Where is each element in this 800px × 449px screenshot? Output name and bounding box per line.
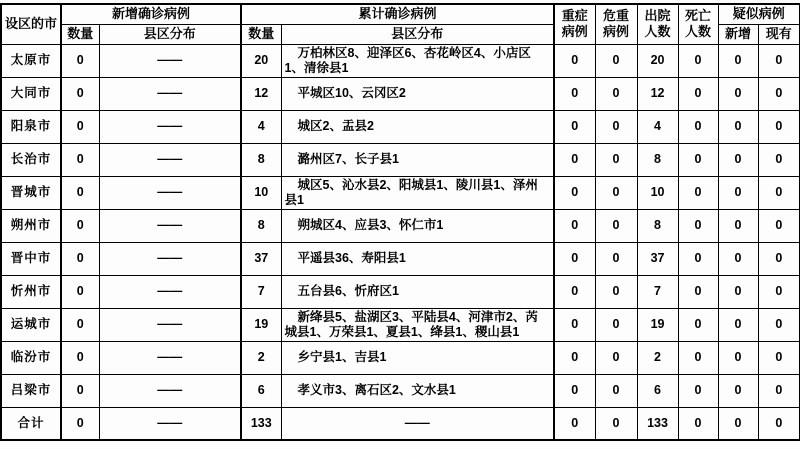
deaths-cell: 0 bbox=[678, 341, 718, 374]
cum-count-cell: 8 bbox=[241, 209, 281, 242]
city-cell: 晋中市 bbox=[1, 242, 61, 275]
new-dist-cell: —— bbox=[99, 143, 241, 176]
suspected-existing-cell: 0 bbox=[758, 407, 800, 440]
suspected-existing-cell: 0 bbox=[758, 341, 800, 374]
cum-count-cell: 4 bbox=[241, 110, 281, 143]
new-count-cell: 0 bbox=[61, 44, 99, 77]
cum-dist-cell: 五台县6、忻府区1 bbox=[281, 275, 554, 308]
new-count-cell: 0 bbox=[61, 407, 99, 440]
severe-cell: 0 bbox=[554, 374, 595, 407]
deaths-cell: 0 bbox=[678, 275, 718, 308]
discharged-cell: 2 bbox=[637, 341, 678, 374]
discharged-cell: 10 bbox=[637, 176, 678, 209]
discharged-cell: 133 bbox=[637, 407, 678, 440]
cum-count-cell: 7 bbox=[241, 275, 281, 308]
severe-cell: 0 bbox=[554, 143, 595, 176]
header-cum-count: 数量 bbox=[241, 24, 281, 44]
table-row bbox=[1, 110, 800, 143]
severe-cell: 0 bbox=[554, 275, 595, 308]
cum-dist-cell: 平城区10、云冈区2 bbox=[281, 77, 554, 110]
deaths-cell: 0 bbox=[678, 143, 718, 176]
header-cum-dist: 县区分布 bbox=[281, 24, 554, 44]
suspected-new-cell: 0 bbox=[718, 374, 758, 407]
discharged-cell: 8 bbox=[637, 143, 678, 176]
suspected-existing-cell: 0 bbox=[758, 275, 800, 308]
city-cell: 大同市 bbox=[1, 77, 61, 110]
cum-dist-cell: —— bbox=[281, 407, 554, 440]
header-severe: 重症病例 bbox=[554, 4, 595, 44]
header-suspected-new: 新增 bbox=[718, 24, 758, 44]
cum-dist-cell: 城区2、盂县2 bbox=[281, 110, 554, 143]
critical-cell: 0 bbox=[595, 44, 637, 77]
city-cell: 太原市 bbox=[1, 44, 61, 77]
discharged-cell: 12 bbox=[637, 77, 678, 110]
header-new-cases-group: 新增确诊病例 bbox=[61, 4, 241, 24]
table-row bbox=[1, 209, 800, 242]
new-count-cell: 0 bbox=[61, 143, 99, 176]
new-count-cell: 0 bbox=[61, 242, 99, 275]
discharged-cell: 8 bbox=[637, 209, 678, 242]
new-dist-cell: —— bbox=[99, 341, 241, 374]
deaths-cell: 0 bbox=[678, 407, 718, 440]
suspected-existing-cell: 0 bbox=[758, 77, 800, 110]
cum-count-cell: 2 bbox=[241, 341, 281, 374]
table-row bbox=[1, 242, 800, 275]
deaths-cell: 0 bbox=[678, 374, 718, 407]
cum-dist-cell: 孝义市3、离石区2、文水县1 bbox=[281, 374, 554, 407]
suspected-new-cell: 0 bbox=[718, 110, 758, 143]
deaths-cell: 0 bbox=[678, 110, 718, 143]
city-cell: 忻州市 bbox=[1, 275, 61, 308]
suspected-new-cell: 0 bbox=[718, 44, 758, 77]
cum-dist-cell: 平遥县36、寿阳县1 bbox=[281, 242, 554, 275]
new-count-cell: 0 bbox=[61, 209, 99, 242]
cum-count-cell: 8 bbox=[241, 143, 281, 176]
new-dist-cell: —— bbox=[99, 110, 241, 143]
table-row bbox=[1, 341, 800, 374]
severe-cell: 0 bbox=[554, 209, 595, 242]
critical-cell: 0 bbox=[595, 209, 637, 242]
new-dist-cell: —— bbox=[99, 77, 241, 110]
header-suspected-group: 疑似病例 bbox=[718, 4, 800, 24]
suspected-new-cell: 0 bbox=[718, 176, 758, 209]
city-cell: 吕梁市 bbox=[1, 374, 61, 407]
severe-cell: 0 bbox=[554, 341, 595, 374]
critical-cell: 0 bbox=[595, 341, 637, 374]
deaths-cell: 0 bbox=[678, 242, 718, 275]
header-new-count: 数量 bbox=[61, 24, 99, 44]
deaths-cell: 0 bbox=[678, 308, 718, 341]
table-body bbox=[1, 44, 800, 440]
suspected-existing-cell: 0 bbox=[758, 308, 800, 341]
new-dist-cell: —— bbox=[99, 209, 241, 242]
severe-cell: 0 bbox=[554, 308, 595, 341]
severe-cell: 0 bbox=[554, 176, 595, 209]
header-discharged: 出院人数 bbox=[637, 4, 678, 44]
suspected-existing-cell: 0 bbox=[758, 242, 800, 275]
deaths-cell: 0 bbox=[678, 176, 718, 209]
cum-dist-cell: 万柏林区8、迎泽区6、杏花岭区4、小店区1、清徐县1 bbox=[281, 44, 554, 77]
table-row bbox=[1, 374, 800, 407]
discharged-cell: 19 bbox=[637, 308, 678, 341]
new-dist-cell: —— bbox=[99, 308, 241, 341]
severe-cell: 0 bbox=[554, 110, 595, 143]
new-count-cell: 0 bbox=[61, 110, 99, 143]
cum-dist-cell: 朔城区4、应县3、怀仁市1 bbox=[281, 209, 554, 242]
suspected-existing-cell: 0 bbox=[758, 143, 800, 176]
severe-cell: 0 bbox=[554, 44, 595, 77]
header-deaths: 死亡人数 bbox=[678, 4, 718, 44]
cum-count-cell: 10 bbox=[241, 176, 281, 209]
table-row bbox=[1, 143, 800, 176]
critical-cell: 0 bbox=[595, 374, 637, 407]
critical-cell: 0 bbox=[595, 77, 637, 110]
new-dist-cell: —— bbox=[99, 374, 241, 407]
new-count-cell: 0 bbox=[61, 176, 99, 209]
header-new-dist: 县区分布 bbox=[99, 24, 241, 44]
new-count-cell: 0 bbox=[61, 374, 99, 407]
critical-cell: 0 bbox=[595, 275, 637, 308]
new-dist-cell: —— bbox=[99, 242, 241, 275]
discharged-cell: 37 bbox=[637, 242, 678, 275]
table-row bbox=[1, 275, 800, 308]
table-row bbox=[1, 407, 800, 440]
city-cell: 朔州市 bbox=[1, 209, 61, 242]
discharged-cell: 20 bbox=[637, 44, 678, 77]
cum-dist-cell: 乡宁县1、吉县1 bbox=[281, 341, 554, 374]
cum-dist-cell: 城区5、沁水县2、阳城县1、陵川县1、泽州县1 bbox=[281, 176, 554, 209]
suspected-existing-cell: 0 bbox=[758, 209, 800, 242]
new-dist-cell: —— bbox=[99, 44, 241, 77]
suspected-new-cell: 0 bbox=[718, 407, 758, 440]
table-row bbox=[1, 176, 800, 209]
discharged-cell: 4 bbox=[637, 110, 678, 143]
deaths-cell: 0 bbox=[678, 44, 718, 77]
suspected-new-cell: 0 bbox=[718, 308, 758, 341]
critical-cell: 0 bbox=[595, 407, 637, 440]
cum-count-cell: 19 bbox=[241, 308, 281, 341]
suspected-new-cell: 0 bbox=[718, 143, 758, 176]
suspected-existing-cell: 0 bbox=[758, 110, 800, 143]
new-dist-cell: —— bbox=[99, 176, 241, 209]
cum-count-cell: 12 bbox=[241, 77, 281, 110]
suspected-existing-cell: 0 bbox=[758, 374, 800, 407]
critical-cell: 0 bbox=[595, 308, 637, 341]
critical-cell: 0 bbox=[595, 242, 637, 275]
cum-count-cell: 133 bbox=[241, 407, 281, 440]
header-suspected-existing: 现有 bbox=[758, 24, 800, 44]
suspected-new-cell: 0 bbox=[718, 209, 758, 242]
critical-cell: 0 bbox=[595, 143, 637, 176]
discharged-cell: 6 bbox=[637, 374, 678, 407]
table-row bbox=[1, 77, 800, 110]
new-count-cell: 0 bbox=[61, 341, 99, 374]
city-cell: 运城市 bbox=[1, 308, 61, 341]
cum-dist-cell: 潞州区7、长子县1 bbox=[281, 143, 554, 176]
severe-cell: 0 bbox=[554, 407, 595, 440]
suspected-new-cell: 0 bbox=[718, 77, 758, 110]
suspected-new-cell: 0 bbox=[718, 341, 758, 374]
header-city: 设区的市 bbox=[1, 4, 61, 44]
new-dist-cell: —— bbox=[99, 407, 241, 440]
new-dist-cell: —— bbox=[99, 275, 241, 308]
city-cell: 阳泉市 bbox=[1, 110, 61, 143]
suspected-existing-cell: 0 bbox=[758, 176, 800, 209]
critical-cell: 0 bbox=[595, 110, 637, 143]
new-count-cell: 0 bbox=[61, 77, 99, 110]
epidemic-stats-table bbox=[0, 3, 800, 441]
suspected-existing-cell: 0 bbox=[758, 44, 800, 77]
cum-count-cell: 6 bbox=[241, 374, 281, 407]
table-row bbox=[1, 44, 800, 77]
discharged-cell: 7 bbox=[637, 275, 678, 308]
city-cell: 晋城市 bbox=[1, 176, 61, 209]
cum-count-cell: 20 bbox=[241, 44, 281, 77]
city-cell: 合计 bbox=[1, 407, 61, 440]
city-cell: 临汾市 bbox=[1, 341, 61, 374]
table-header bbox=[1, 4, 800, 44]
cum-dist-cell: 新绛县5、盐湖区3、平陆县4、河津市2、芮城县1、万荣县1、夏县1、绛县1、稷山县1 bbox=[281, 308, 554, 341]
severe-cell: 0 bbox=[554, 242, 595, 275]
suspected-new-cell: 0 bbox=[718, 242, 758, 275]
city-cell: 长治市 bbox=[1, 143, 61, 176]
severe-cell: 0 bbox=[554, 77, 595, 110]
table-row bbox=[1, 308, 800, 341]
new-count-cell: 0 bbox=[61, 275, 99, 308]
cum-count-cell: 37 bbox=[241, 242, 281, 275]
header-cumulative-cases-group: 累计确诊病例 bbox=[241, 4, 554, 24]
critical-cell: 0 bbox=[595, 176, 637, 209]
deaths-cell: 0 bbox=[678, 77, 718, 110]
new-count-cell: 0 bbox=[61, 308, 99, 341]
suspected-new-cell: 0 bbox=[718, 275, 758, 308]
deaths-cell: 0 bbox=[678, 209, 718, 242]
header-critical: 危重病例 bbox=[595, 4, 637, 44]
